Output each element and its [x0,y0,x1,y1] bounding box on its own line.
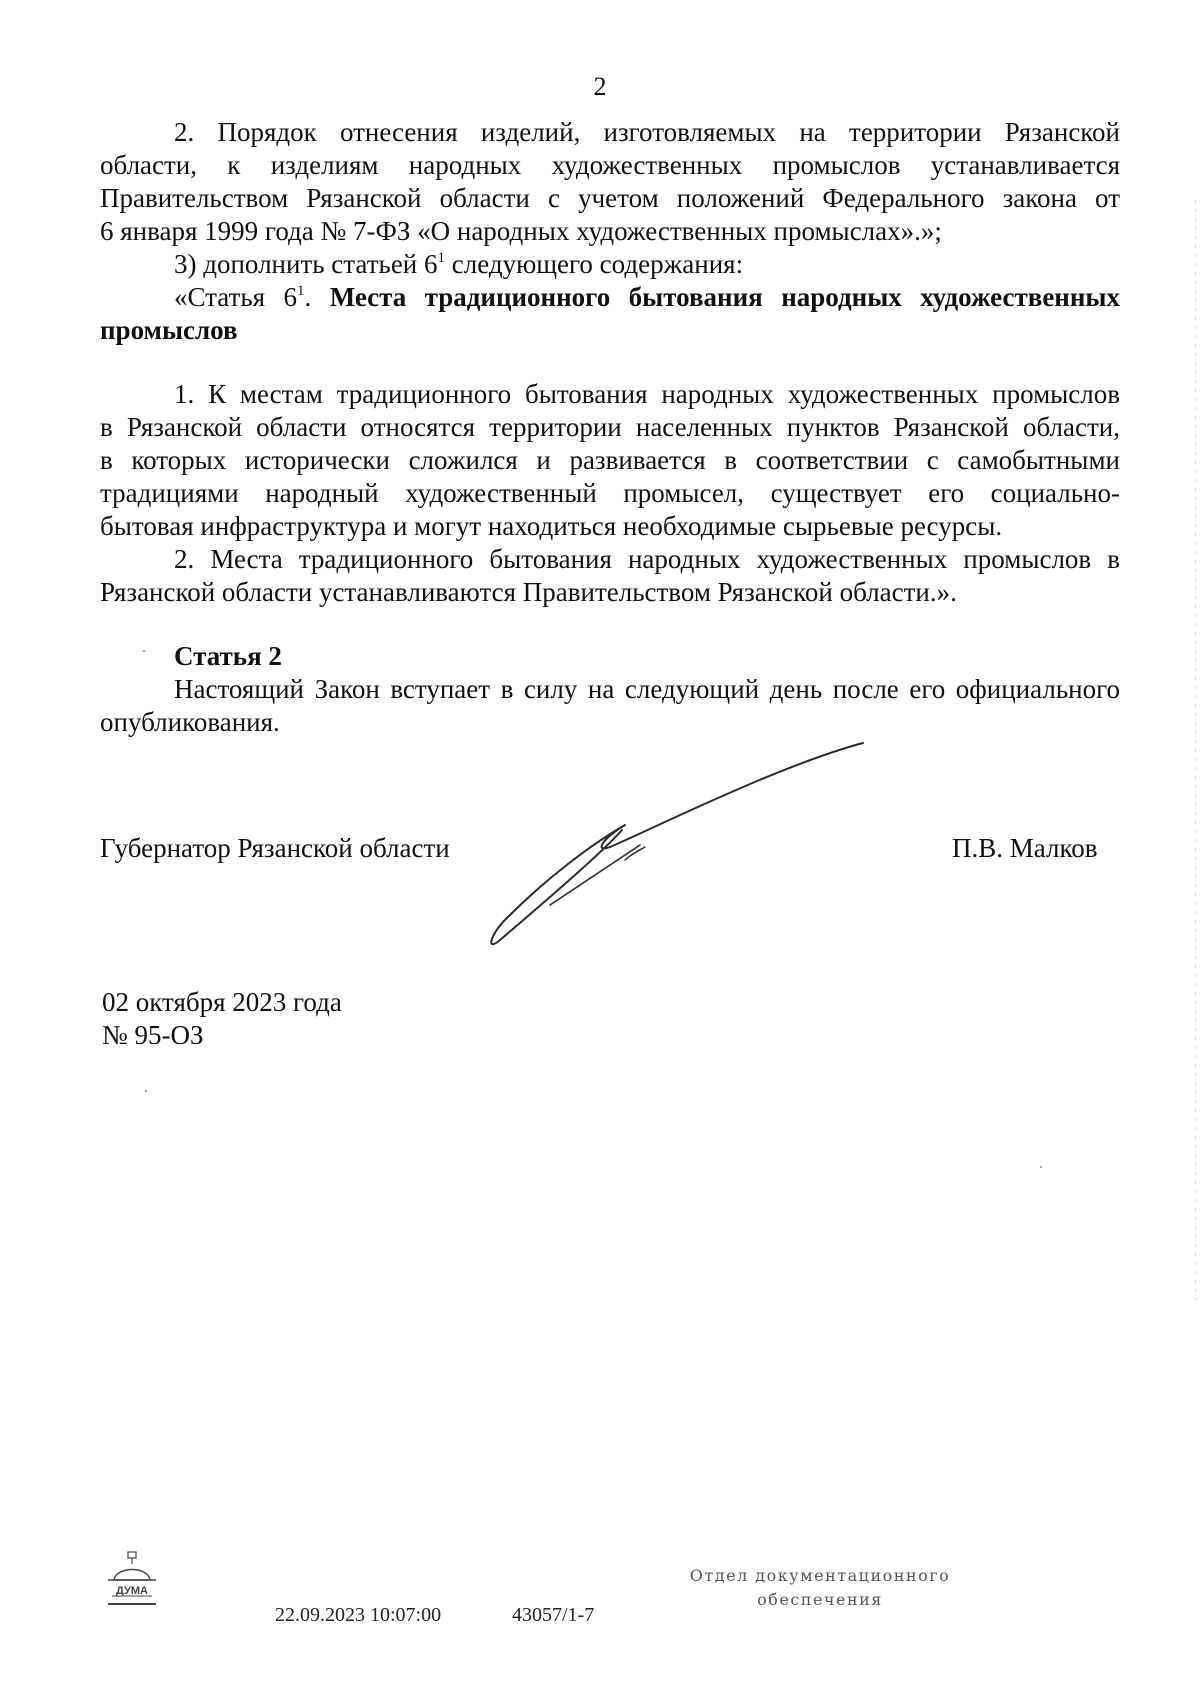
item3-line [174,248,743,280]
item3-text-after: следующего содержания: [445,249,744,279]
article6-1-dot: . [304,282,330,312]
clause2-line1: 2. Порядок отнесения изделий, изготовляемых на территории Рязанской [174,117,1120,147]
point2-line2: Рязанской области устанавливаются Правительством Рязанской области.». [100,577,957,607]
footer-reg-number: 43057/1-7 [512,1604,595,1626]
article6-1-title: Места традиционного бытования народных художественных [329,282,1120,312]
scan-speck [1040,1166,1042,1168]
stamp-line2: обеспечения [757,1590,883,1609]
article6-1-heading-line2: промыслов [100,315,238,345]
article2-line1: Настоящий Закон вступает в силу на следующий день после его официального [174,674,1120,704]
law-date: 02 октября 2023 года [102,987,342,1017]
point1-line4: традициями народный художественный промысел, существует его социально- [100,478,1120,508]
handwritten-signature [480,735,880,955]
footer-timestamp: 22.09.2023 10:07:00 [275,1604,442,1626]
governor-title: Губернатор Рязанской области [100,833,450,863]
clause2-line4: 6 января 1999 года № 7-ФЗ «О народных художественных промыслах».»; [100,216,942,246]
governor-name: П.В. Малков [952,833,1098,863]
item3-text: 3) дополнить статьей 6 [174,249,438,279]
point1-line2: в Рязанской области относятся территории населенных пунктов Рязанской области, [100,412,1120,442]
scan-edge-artifact [1195,200,1196,1300]
stamp-line1: Отдел документационного [689,1566,951,1585]
article6-1-prefix: «Статья 6 [174,282,298,312]
article2-heading: Статья 2 [174,641,282,671]
article2-line2: опубликования. [100,707,280,737]
point1-line5: бытовая инфраструктура и могут находиться необходимые сырьевые ресурсы. [100,511,1003,541]
article6-1-sup: 1 [297,283,305,299]
scan-speck [143,650,145,652]
point1-line1: 1. К местам традиционного бытования народных художественных промыслов [174,379,1120,409]
law-number: № 95-ОЗ [102,1020,204,1050]
article6-1-heading-line1 [174,281,1120,313]
clause2-line3: Правительством Рязанской области с учетом положений Федерального закона от [100,183,1120,213]
point1-line3: в которых исторически сложился и развивается в соответствии с самобытными [100,445,1120,475]
item3-sup: 1 [437,250,446,266]
duma-logo-text: ДУМА [116,1585,148,1597]
page-number: 2 [593,72,607,101]
point2-line1: 2. Места традиционного бытования народных художественных промыслов в [174,544,1120,574]
duma-logo-icon [100,1550,164,1610]
scan-speck [145,1090,147,1092]
clause2-line2: области, к изделиям народных художественных промыслов устанавливается [100,150,1120,180]
